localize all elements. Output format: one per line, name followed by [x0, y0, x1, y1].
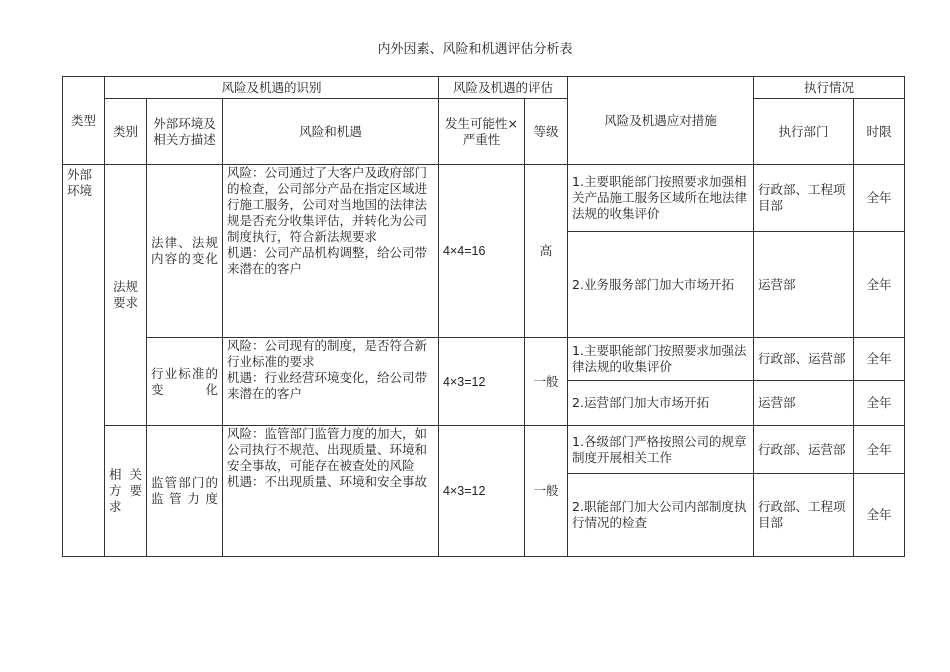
header-measures: 风险及机遇应对措施: [568, 77, 754, 165]
risk-opp-cell: [223, 165, 439, 338]
header-execution: 执行情况: [754, 77, 905, 99]
measure-cell: 2.运营部门加大市场开拓: [568, 381, 754, 426]
dept-cell: 行政部、工程项目部: [754, 165, 854, 232]
header-type: 类型: [63, 77, 105, 165]
dept-cell: 行政部、工程项目部: [754, 474, 854, 557]
risk-opp-cell: [223, 338, 439, 426]
header-identification: 风险及机遇的识别: [105, 77, 439, 99]
risk-assessment-table: [62, 76, 905, 557]
score-cell: 4×3=12: [439, 338, 525, 426]
risk-opp-cell: [223, 426, 439, 557]
desc-cell: 行业标准的变化: [147, 338, 223, 426]
measure-cell: 2.职能部门加大公司内部制度执行情况的检查: [568, 474, 754, 557]
table-row: [63, 426, 905, 474]
measure-cell: 1.主要职能部门按照要求加强相关产品施工服务区域所在地法律法规的收集评价: [568, 165, 754, 232]
opportunity-text: 机遇：行业经营环境变化，给公司带来潜在的客户: [227, 370, 428, 401]
header-external-desc: 外部环境及相关方描述: [147, 99, 223, 165]
category-cell: 法规要求: [105, 165, 147, 426]
dept-cell: 运营部: [754, 381, 854, 426]
deadline-cell: 全年: [854, 426, 905, 474]
deadline-cell: 全年: [854, 232, 905, 338]
header-row-2: [63, 99, 905, 165]
header-row-1: [63, 77, 905, 99]
score-cell: 4×3=12: [439, 426, 525, 557]
header-level: 等级: [525, 99, 568, 165]
category-cell: 相关方要求: [105, 426, 147, 557]
score-cell: 4×4=16: [439, 165, 525, 338]
header-evaluation: 风险及机遇的评估: [439, 77, 568, 99]
opportunity-text: 机遇：不出现质量、环境和安全事故: [227, 474, 428, 489]
measure-cell: 1.各级部门严格按照公司的规章制度开展相关工作: [568, 426, 754, 474]
header-deadline: 时限: [854, 99, 905, 165]
risk-text: 风险：公司现有的制度，是否符合新行业标准的要求: [227, 338, 428, 369]
dept-cell: 行政部、运营部: [754, 338, 854, 381]
type-cell: 外部环境: [63, 165, 105, 557]
header-dept: 执行部门: [754, 99, 854, 165]
header-probability: 发生可能性×严重性: [439, 99, 525, 165]
desc-cell: 监管部门的监管力度: [147, 426, 223, 557]
table-row: [63, 165, 905, 232]
deadline-cell: 全年: [854, 381, 905, 426]
table-row: [63, 338, 905, 381]
desc-cell: 法律、法规内容的变化: [147, 165, 223, 338]
header-category: 类别: [105, 99, 147, 165]
dept-cell: 行政部、运营部: [754, 426, 854, 474]
level-cell: 一般: [525, 338, 568, 426]
header-risk-opp: 风险和机遇: [223, 99, 439, 165]
deadline-cell: 全年: [854, 165, 905, 232]
deadline-cell: 全年: [854, 338, 905, 381]
deadline-cell: 全年: [854, 474, 905, 557]
level-cell: 高: [525, 165, 568, 338]
measure-cell: 2.业务服务部门加大市场开拓: [568, 232, 754, 338]
opportunity-text: 机遇：公司产品机构调整，给公司带来潜在的客户: [227, 245, 428, 276]
measure-cell: 1.主要职能部门按照要求加强法律法规的收集评价: [568, 338, 754, 381]
page-title: 内外因素、风险和机遇评估分析表: [377, 42, 573, 57]
level-cell: 一般: [525, 426, 568, 557]
dept-cell: 运营部: [754, 232, 854, 338]
risk-text: 风险：公司通过了大客户及政府部门的检查，公司部分产品在指定区域进行施工服务，公司对当地国的法律法规是否充分收集评估，并转化为公司制度执行，符合新法规要求: [227, 165, 428, 244]
risk-text: 风险：监管部门监管力度的加大，如公司执行不规范、出现质量、环境和安全事故，可能存在被查处的风险: [227, 426, 428, 473]
